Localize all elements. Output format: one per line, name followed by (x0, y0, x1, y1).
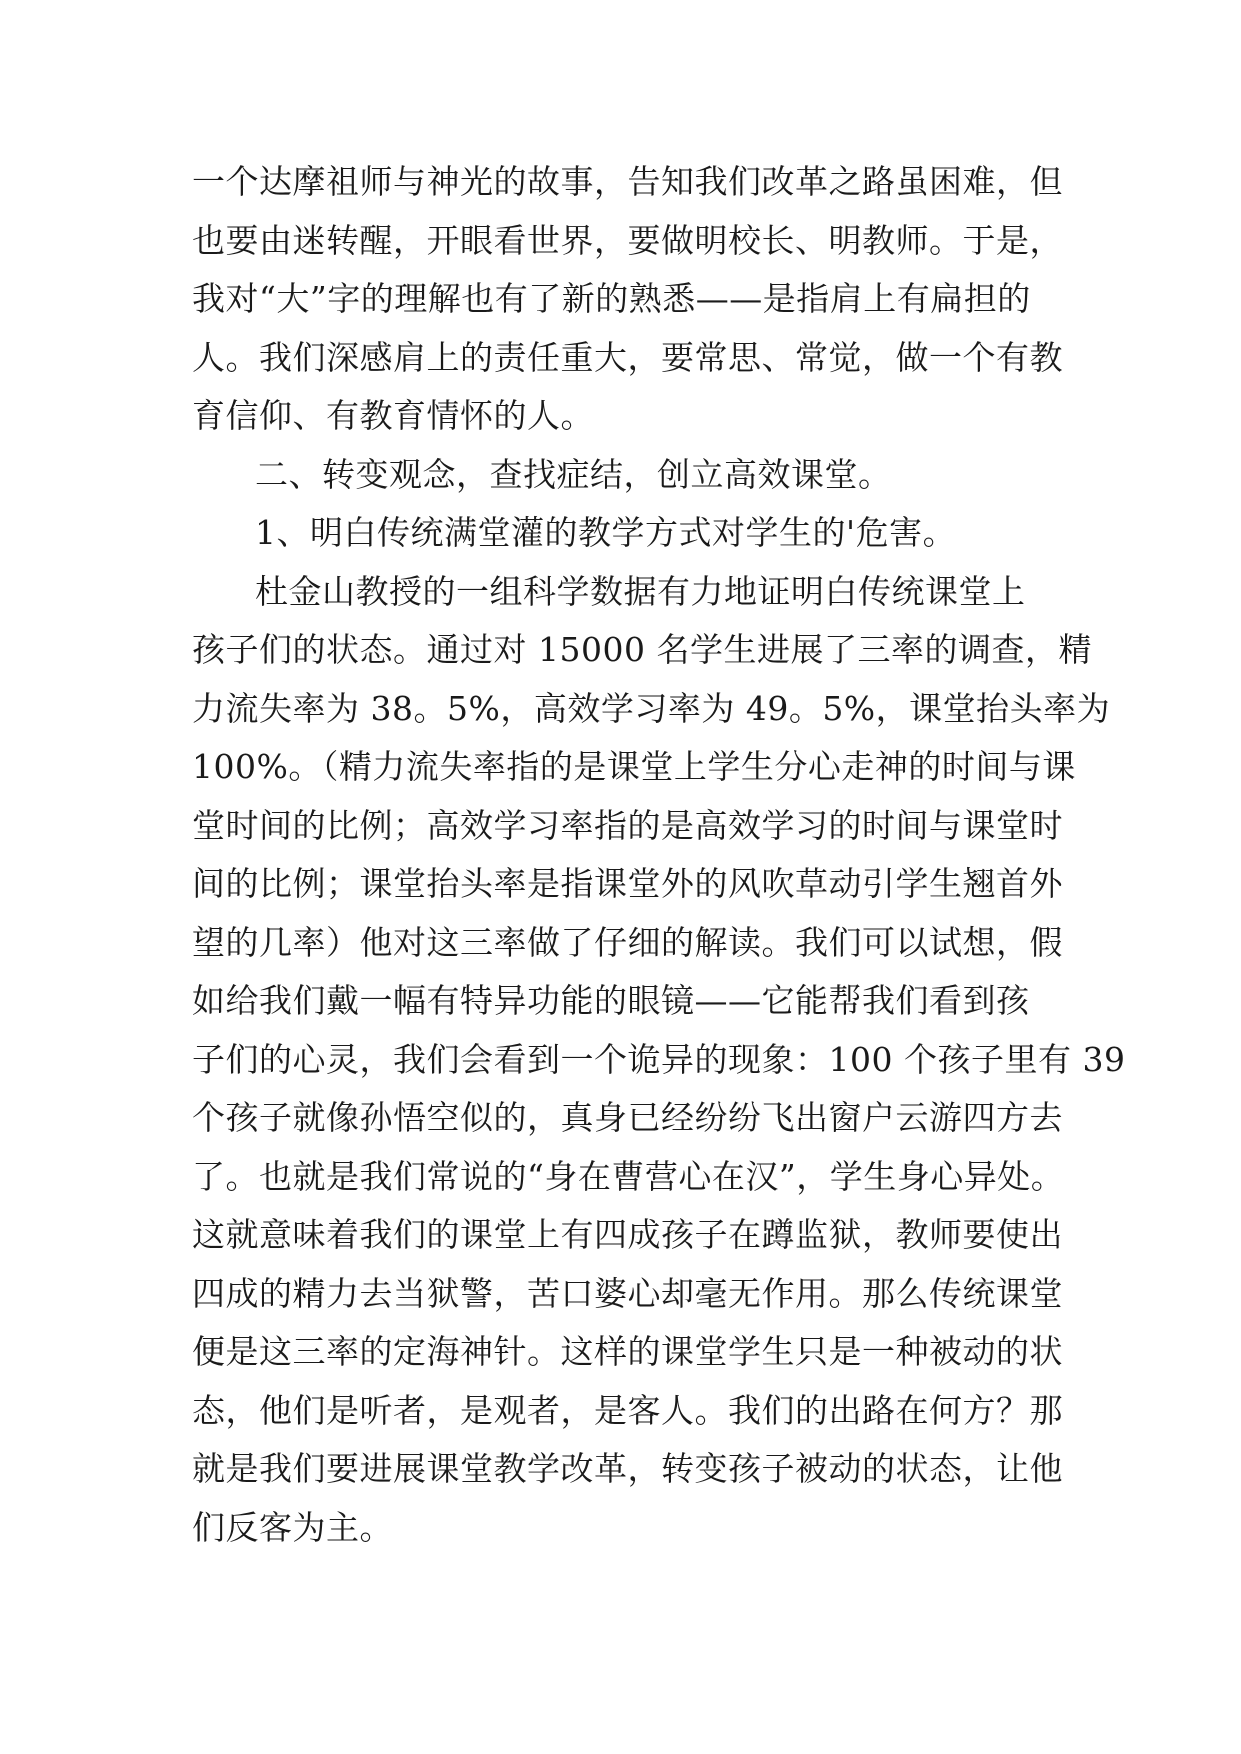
text-line: 育信仰、有教育情怀的人。 (192, 396, 594, 435)
text-line: 100%。（精力流失率指的是课堂上学生分心走神的时间与课 (192, 747, 1076, 786)
text-line: 就是我们要进展课堂教学改革，转变孩子被动的状态，让他 (192, 1449, 1063, 1488)
paragraph-start: 杜金山教授的一组科学数据有力地证明白传统课堂上 (255, 571, 1026, 611)
text-line: 我对“大”字的理解也有了新的熟悉——是指肩上有扁担的 (192, 279, 1031, 318)
body-text (192, 153, 1126, 1557)
text-line: 如给我们戴一幅有特异功能的眼镜——它能帮我们看到孩 (192, 981, 1030, 1020)
text-line: 力流失率为 38。5%，高效学习率为 49。5%，课堂抬头率为 (192, 688, 1111, 728)
text-line: 堂时间的比例；高效学习率指的是高效学习的时间与课堂时 (192, 805, 1063, 845)
subsection-heading: 1、明白传统满堂灌的教学方式对学生的'危害。 (255, 513, 957, 552)
text-line: 四成的精力去当狱警，苦口婆心却毫无作用。那么传统课堂 (192, 1273, 1063, 1313)
text-line: 们反客为主。 (192, 1507, 393, 1547)
text-line: 人。我们深感肩上的责任重大，要常思、常觉，做一个有教 (192, 337, 1063, 377)
text-line: 这就意味着我们的课堂上有四成孩子在蹲监狱，教师要使出 (192, 1215, 1063, 1254)
text-line: 了。也就是我们常说的“身在曹营心在汉”，学生身心异处。 (192, 1156, 1065, 1196)
text-line: 态，他们是听者，是观者，是客人。我们的出路在何方？那 (192, 1390, 1063, 1430)
text-line: 便是这三率的定海神针。这样的课堂学生只是一种被动的状 (192, 1332, 1063, 1371)
text-line: 一个达摩祖师与神光的故事，告知我们改革之路虽困难，但 (192, 162, 1063, 201)
text-line: 也要由迷转醒，开眼看世界，要做明校长、明教师。于是， (192, 220, 1063, 260)
text-line: 孩子们的状态。通过对 15000 名学生进展了三率的调查，精 (192, 630, 1092, 669)
section-heading: 二、转变观念，查找症结，创立高效课堂。 (255, 454, 892, 494)
text-line: 子们的心灵，我们会看到一个诡异的现象：100 个孩子里有 39 (192, 1039, 1126, 1079)
text-line: 个孩子就像孙悟空似的，真身已经纷纷飞出窗户云游四方去 (192, 1098, 1063, 1137)
text-line: 望的几率）他对这三率做了仔细的解读。我们可以试想，假 (192, 922, 1063, 962)
text-line: 间的比例；课堂抬头率是指课堂外的风吹草动引学生翘首外 (192, 864, 1063, 903)
